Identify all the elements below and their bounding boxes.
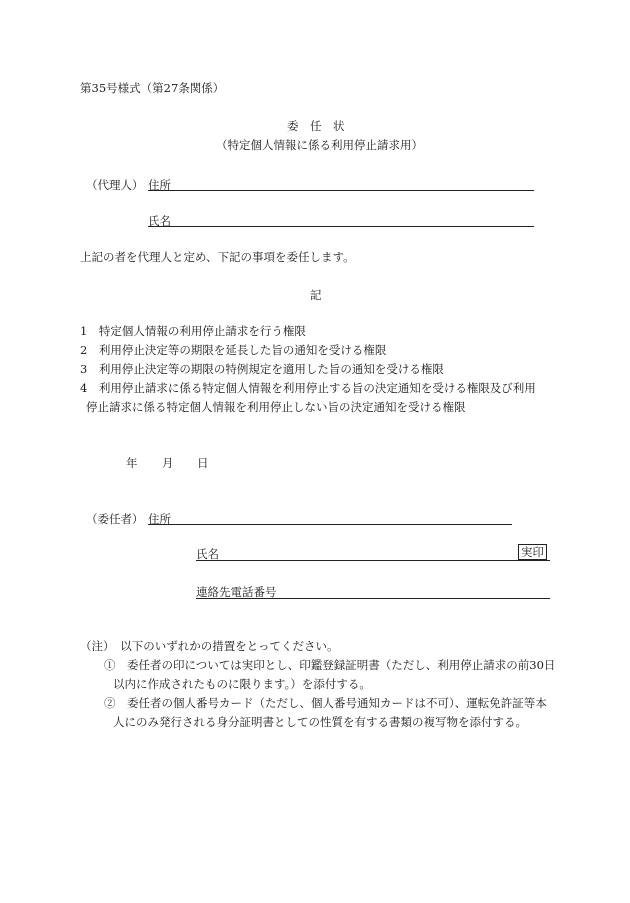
agent-address-line[interactable] — [148, 190, 534, 191]
agent-name-label: 氏名 — [148, 214, 171, 228]
principal-phone-label: 連絡先電話番号 — [196, 585, 277, 599]
agent-address-label: 住所 — [148, 178, 171, 192]
principal-address-line[interactable] — [148, 524, 512, 525]
seal-stamp: 実印 — [518, 544, 547, 560]
document-subtitle: （特定個人情報に係る利用停止請求用） — [216, 138, 423, 152]
list-item-continuation: 停止請求に係る特定個人情報を利用停止しない旨の決定通知を受ける権限 — [86, 400, 466, 414]
principal-name-label: 氏名 — [196, 547, 219, 561]
agent-role: （代理人） — [86, 178, 144, 192]
agent-name-line[interactable] — [148, 226, 534, 227]
note-line: ② 委任者の個人番号カード（ただし、個人番号通知カードは不可）、運転免許証等本 — [104, 696, 547, 710]
principal-role: （委任者） — [86, 512, 144, 526]
document-title: 委 任 状 — [287, 119, 345, 133]
delegation-statement: 上記の者を代理人と定め、下記の事項を委任します。 — [80, 250, 355, 264]
date-month: 月 — [162, 456, 174, 470]
list-item: 1 特定個人情報の利用停止請求を行う権限 — [80, 324, 306, 338]
form-number: 第35号様式（第27条関係） — [80, 81, 225, 95]
list-item: 4 利用停止請求に係る特定個人情報を利用停止する旨の決定通知を受ける権限及び利用 — [80, 381, 536, 395]
principal-phone-line[interactable] — [196, 598, 550, 599]
date-year: 年 — [126, 456, 138, 470]
note-line: 人にのみ発行される身分証明書としての性質を有する書類の複写物を添付する。 — [113, 715, 527, 729]
note-line: ① 委任者の印については実印とし、印鑑登録証明書（ただし、利用停止請求の前30日 — [104, 658, 556, 672]
ki-heading: 記 — [310, 288, 322, 302]
list-item: 3 利用停止決定等の期限の特例規定を適用した旨の通知を受ける権限 — [80, 362, 444, 376]
list-item: 2 利用停止決定等の期限を延長した旨の通知を受ける権限 — [80, 343, 387, 357]
principal-address-label: 住所 — [148, 512, 171, 526]
principal-name-line[interactable] — [196, 560, 550, 561]
notes-header: （注） 以下のいずれかの措置をとってください。 — [80, 639, 339, 653]
note-line: 以内に作成されたものに限ります。）を添付する。 — [113, 677, 371, 691]
date-day: 日 — [197, 456, 209, 470]
